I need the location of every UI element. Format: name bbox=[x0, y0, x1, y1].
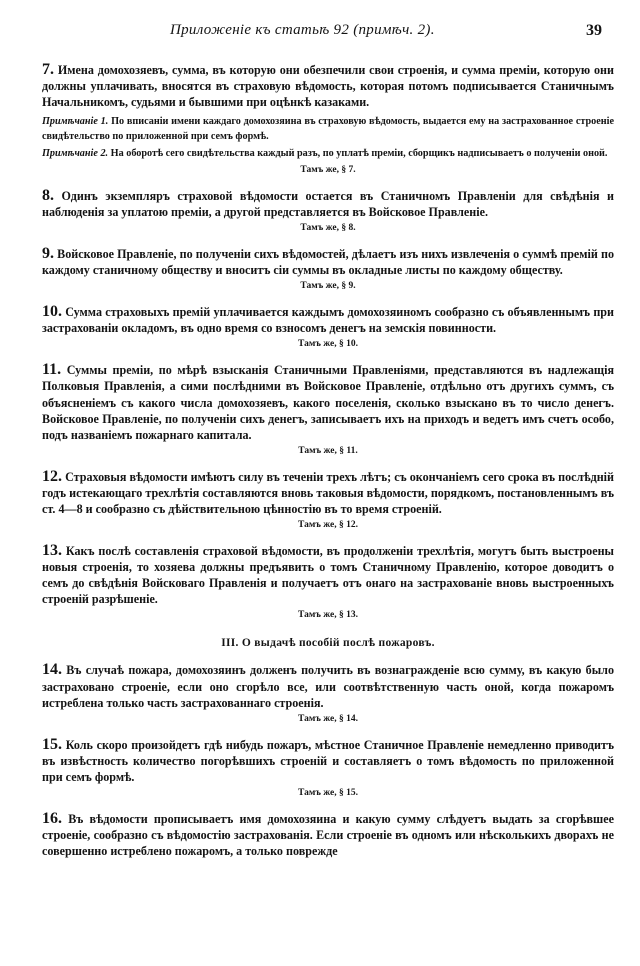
article-10: 10. Сумма страховыхъ премій уплачивается каждымъ домохозяиномъ сообразно съ объявленнымъ при застрахованіи окладомъ, въ одно время со взносомъ денегъ на земскія повинности. bbox=[42, 303, 614, 336]
source-reference: Тамъ же, § 15. bbox=[298, 788, 358, 799]
source-reference: Тамъ же, § 12. bbox=[298, 520, 358, 531]
article-14: 14. Въ случаѣ пожара, домохозяинъ долженъ получить въ вознагражденіе всю сумму, въ какую было застраховано строеніе, если оно сгорѣло все, или соотвѣтственную часть оной, когда пожаромъ истреблена только часть застрахованнаго строенія. bbox=[42, 661, 615, 710]
article-12: 12. Страховыя вѣдомости имѣютъ силу въ теченіи трехъ лѣтъ; съ окончаніемъ сего срока въ послѣдній годъ истекающаго трехлѣтія составляются вновь таковыя вѣдомости, порядкомъ, постановленнымъ въ ст. 4—8 и сообразно съ дѣйствительною цѣнностію въ то время строеній. bbox=[42, 467, 614, 516]
article-7: 7. Имена домохозяевъ, сумма, въ которую они обезпечили свои строенія, и сумма преміи, которую они должны уплачивать, вносятся въ страховую вѣдомость, которая потомъ подписывается Станичнымъ Начальникомъ, судьями и бывшими при оцѣнкѣ казаками. bbox=[42, 61, 614, 110]
page-header bbox=[0, 22, 640, 46]
source-reference: Тамъ же, § 8. bbox=[300, 222, 356, 233]
source-reference: Тамъ же, § 14. bbox=[298, 713, 358, 724]
note-2: Примѣчаніе 2. На оборотѣ сего свидѣтельства каждый разъ, по уплатѣ преміи, сборщикъ надписываетъ о полученіи оной. bbox=[42, 148, 608, 160]
article-8: 8. Одинъ экземпляръ страховой вѣдомости остается въ Станичномъ Правленіи для свѣдѣнія и наблюденія за уплатою преміи, а другой представляется въ Войсковое Правленіе. bbox=[42, 186, 614, 219]
page-number: 39 bbox=[586, 22, 602, 39]
note-1: Примѣчаніе 1. По вписаніи имени каждаго домохозяина въ страховую вѣдомость, выдается ему на застрахованное строеніе свидѣтельство по приложенной при семъ формѣ. bbox=[42, 116, 614, 142]
article-11: 11. Суммы преміи, по мѣрѣ взысканія Станичными Правленіями, представляются въ надлежащія Полковыя Правленія, а сими послѣдними въ Войсковое Правленіе, отдѣльно отъ другихъ суммъ, съ объясненіемъ съ какого числа домохозяевъ, какого поселенія, сколько взыскано въ то число денегъ. Войсковое Правленіе, по полученіи сихъ денегъ, записываетъ ихъ на приходъ и ведетъ имъ счетъ особо, подъ названіемъ пожарнаго капитала. bbox=[42, 361, 614, 442]
document-body bbox=[42, 62, 614, 859]
source-reference: Тамъ же, § 10. bbox=[298, 339, 358, 350]
source-reference: Тамъ же, § 7. bbox=[300, 164, 356, 175]
running-title: Приложеніе къ статьѣ 92 (примѣч. 2). bbox=[170, 22, 435, 38]
article-15: 15. Коль скоро произойдетъ гдѣ нибудь пожаръ, мѣстное Станичное Правленіе немедленно приводитъ въ извѣстность количество погорѣвшихъ строеній и составляетъ о томъ вѣдомость по приложенной при семъ формѣ. bbox=[42, 735, 614, 784]
section-heading: III. О выдачѣ пособій послѣ пожаровъ. bbox=[221, 637, 435, 650]
article-16: 16. Въ вѣдомости прописываетъ имя домохозяина и какую сумму слѣдуетъ выдать за сгорѣвшее строеніе, сообразно съ вѣдомостію застрахованія. Если строеніе въ одномъ или нѣсколькихъ дворахъ не совершенно истреблено пожаромъ, а только поврежде bbox=[42, 810, 614, 859]
source-reference: Тамъ же, § 9. bbox=[300, 281, 356, 292]
source-reference: Тамъ же, § 11. bbox=[298, 445, 358, 456]
article-13: 13. Какъ послѣ составленія страховой вѣдомости, въ продолженіи трехлѣтія, могутъ быть выстроены новыя строенія, то хозяева должны предъявить о томъ Станичному Правленію, которое доводитъ о семъ до свѣдѣнія Войсковаго Правленія и получаетъ отъ онаго на застрахованіе вновь выстроенныхъ строеній разрѣшеніе. bbox=[42, 542, 614, 607]
article-9: 9. Войсковое Правленіе, по полученіи сихъ вѣдомостей, дѣлаетъ изъ нихъ извлеченія о суммѣ премій по каждому станичному обществу и вноситъ сіи суммы въ окладные листы по каждому обществу. bbox=[42, 244, 614, 278]
source-reference: Тамъ же, § 13. bbox=[298, 610, 358, 621]
